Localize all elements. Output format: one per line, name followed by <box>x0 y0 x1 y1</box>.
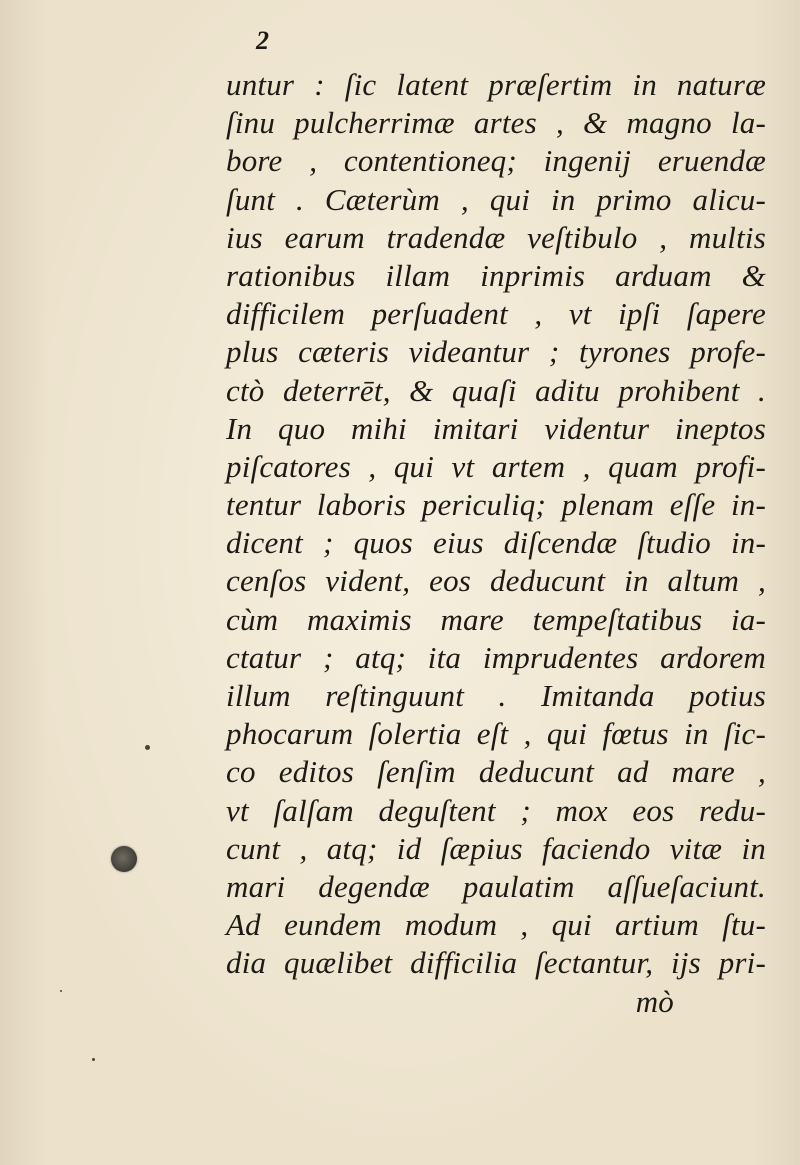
text-line: plus cæteris videantur ; tyrones profe- <box>226 334 766 370</box>
ink-speck <box>145 745 150 750</box>
text-line: ſinu pulcherrimæ artes , & magno la- <box>226 105 766 141</box>
text-line: In quo mihi imitari videntur ineptos <box>226 410 766 446</box>
text-line: ius earum tradendæ veſtibulo , multis <box>226 219 766 255</box>
text-line: cùm maximis mare tempeſtatibus ia- <box>226 601 766 637</box>
text-line: difficilem perſuadent , vt ipſi ſapere <box>226 296 766 332</box>
text-line: bore , contentioneq; ingenij eruendæ <box>226 143 766 179</box>
ink-speck <box>60 990 62 992</box>
text-line: ctò deterrēt, & quaſi aditu prohibent . <box>226 372 766 408</box>
page-number: 2 <box>256 26 270 55</box>
body-text <box>226 66 766 1021</box>
text-line: cenſos vident, eos deducunt in altum , <box>226 563 766 599</box>
text-line: dia quælibet difficilia ſectantur, ijs pri- <box>226 945 766 981</box>
text-line: mari degendæ paulatim aſſueſaciunt. <box>226 868 766 904</box>
text-line: rationibus illam inprimis arduam & <box>226 257 766 293</box>
text-line: piſcatores , qui vt artem , quam profi- <box>226 448 766 484</box>
text-line: ſunt . Cæterùm , qui in primo alicu- <box>226 181 766 217</box>
text-line: phocarum ſolertia eſt , qui fœtus in ſic- <box>226 716 766 752</box>
text-line: illum reſtinguunt . Imitanda potius <box>226 678 766 713</box>
ink-speck <box>92 1058 95 1061</box>
text-line: vt ſalſam deguſtent ; mox eos redu- <box>226 792 766 828</box>
text-line: dicent ; quos eius diſcendæ ſtudio in- <box>226 525 766 561</box>
text-line: Ad eundem modum , qui artium ſtu- <box>226 907 766 943</box>
text-line: cunt , atq; id ſæpius faciendo vitæ in <box>226 830 766 866</box>
text-line: untur : ſic latent præſertim in naturæ <box>226 67 766 102</box>
binding-hole <box>111 846 137 872</box>
catchword: mò <box>635 983 674 1019</box>
text-line: ctatur ; atq; ita imprudentes ardorem <box>226 639 766 675</box>
text-line: tentur laboris periculiq; plenam eſſe in- <box>226 487 766 523</box>
text-line: co editos ſenſim deducunt ad mare , <box>226 754 766 790</box>
